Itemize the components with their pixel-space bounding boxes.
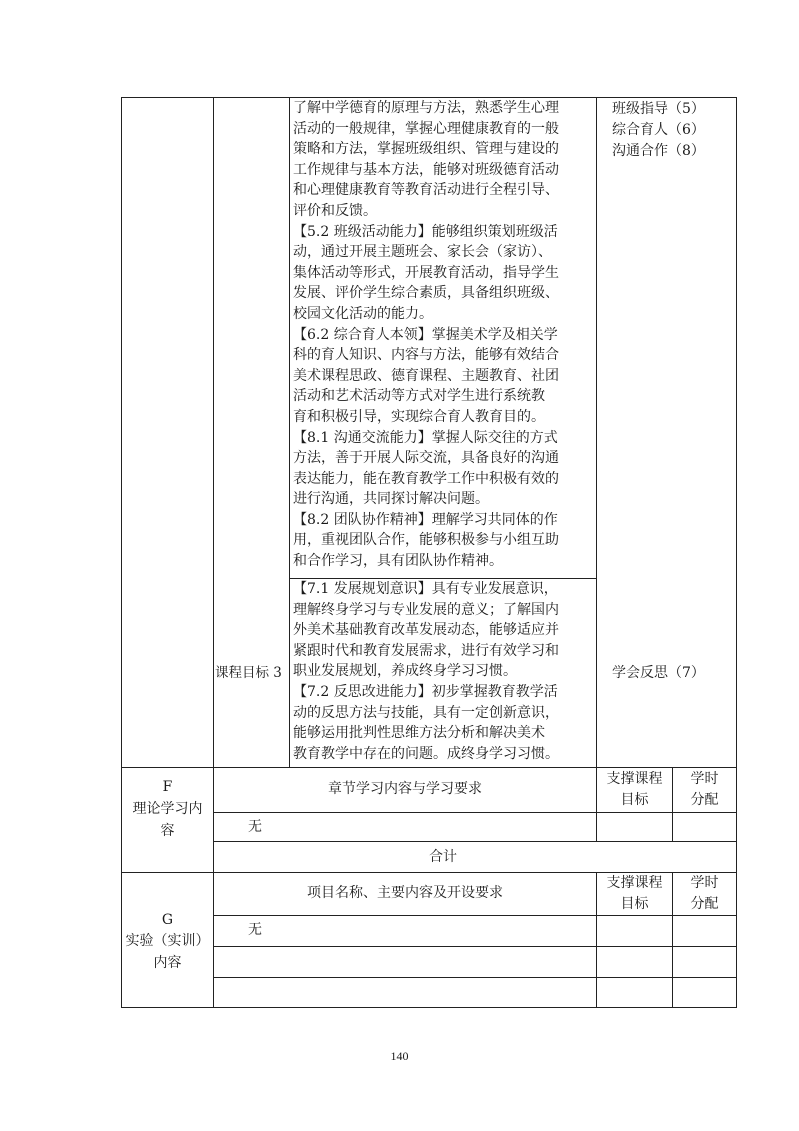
lab-header-hours-2: 分配 [690, 896, 719, 912]
requirement-communication: 沟通合作（8） [612, 143, 705, 159]
lab-label-letter: G [161, 912, 174, 928]
objective3-label: 课程目标 3 [215, 665, 282, 681]
requirement-comprehensive-education: 综合育人（6） [612, 122, 705, 138]
requirement-reflection: 学会反思（7） [612, 665, 705, 681]
lab-row-content: 无 [248, 922, 262, 938]
theory-header-hours-1: 学时 [690, 771, 719, 787]
objective3-text: 【7.1 发展规划意识】具有专业发展意识， 理解终身学习与专业发展的意义；了解国内 外美术基础教育改革发展动态，能够适应并 紧跟时代和教育发展需求，进行有效学习和 职业发展规划，养成终身学习习惯。 【7.2 反思改进能力】初步掌握教育教学活 动的反思方法与技能，具有一定创新意识， 能够运用批判性思维方法分析和解决美术 教育教学中存在的问题。成终身学习习惯。 [293, 581, 559, 762]
lab-label-line1: 实验（实训） [125, 933, 210, 949]
lab-header-support-1: 支撑课程 [606, 875, 663, 891]
objective2-text: 了解中学德育的原理与方法，熟悉学生心理 活动的一般规律，掌握心理健康教育的一般 策略和方法，掌握班级组织、管理与建设的 工作规律与基本方法，能够对班级德育活动 和心理健康教育等教育活动进行全程引导、 评价和反馈。 【5.2 班级活动能力】能够组织策划班级活 动，通过开展主题班会、家长会（家访）、 集体活动等形式，开展教育活动，指导学生 发展、评价学生综合素质，具备组织班级、 校园文化活动的能力。 【6.2 综合育人本领】掌握美术学及相关学 科的育人知识、内容与方法，能够有效结合 美术课程思政、德育课程、主题教育、社团 活动和艺术活动等方式对学生进行系统教 育和积极引导，实现综合育人教育目的。 【8.1 沟通交流能力】掌握人际交往的方式 方法，善于开展人际交流，具备良好的沟通 表达能力，能在教育教学工作中积极有效的 进行沟通，共同探讨解决问题。 【8.2 团队协作精神】理解学习共同体的作 用，重视团队合作，能够积极参与小组互助 和合作学习，具有团队协作精神。 [293, 100, 559, 570]
theory-label-letter: F [162, 779, 173, 795]
page-number: 140 [390, 1049, 409, 1063]
theory-row-content: 无 [248, 819, 262, 835]
theory-total-label: 合计 [429, 849, 457, 865]
theory-label-line2: 容 [160, 823, 175, 839]
lab-label-line2: 内容 [153, 955, 182, 971]
lab-header-hours-1: 学时 [690, 875, 719, 891]
theory-header-support-2: 目标 [620, 792, 649, 808]
theory-header-support-1: 支撑课程 [606, 771, 663, 787]
theory-label-line1: 理论学习内 [132, 801, 203, 817]
lab-header-support-2: 目标 [620, 896, 649, 912]
theory-header-hours-2: 分配 [690, 792, 719, 808]
theory-header-content: 章节学习内容与学习要求 [328, 781, 482, 797]
requirement-class-guidance: 班级指导（5） [612, 101, 705, 117]
lab-header-content: 项目名称、主要内容及开设要求 [307, 885, 503, 901]
